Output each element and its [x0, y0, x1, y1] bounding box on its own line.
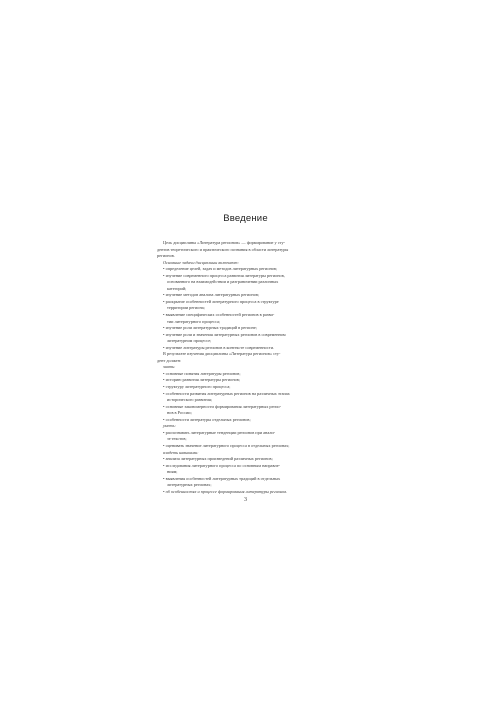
text-line: зе текстов; [167, 436, 187, 442]
text-line: • основные закономерности формирования литературных регио- [163, 403, 282, 409]
text-line: • раскрытие особенностей литературного процесса в структуре [163, 298, 279, 304]
text-line: • изучение роли и значения литературных регионов в современном [163, 331, 286, 337]
text-line: • анализа литературных произведений различных регионов; [163, 456, 273, 462]
text-line: регионов. [157, 253, 175, 259]
text-line: • выявления особенностей литературных традиций в отдельных [163, 475, 281, 481]
text-line: • распознавать литературные тенденции регионов при анали- [163, 429, 276, 435]
body-text [157, 240, 341, 495]
text-line: знать: [163, 364, 176, 370]
text-line: владеть навыками: [163, 449, 199, 455]
text-line: • изучение методов анализа литературных регионов; [163, 292, 260, 298]
text-line: Основные задачи дисциплины включают: [163, 259, 239, 265]
text-line: основанного на взаимодействии и разграничении различных [167, 279, 279, 285]
text-line: • изучение роли литературных традиций в регионе; [163, 325, 257, 331]
text-line: литературных регионах; [167, 482, 212, 488]
text-line: • основные понятия литературы регионов; [163, 370, 241, 376]
text-line: литературном процессе; [167, 338, 212, 344]
page-title: Введение [223, 213, 268, 224]
text-line: • об особенностях и процессе формирования литературы регионов. [163, 488, 288, 494]
text-line: • структуру литературного процесса; [163, 384, 231, 390]
text-line: тии литературного процесса; [167, 318, 221, 324]
text-line: исторического развития; [167, 397, 213, 403]
text-line: • особенности развития литературных регионов на различных этапах [163, 390, 290, 396]
text-line: • изучение современного процесса развития литературы регионов, [163, 272, 285, 278]
text-line: Цель дисциплины «Литература регионов» — формирование у сту- [163, 240, 286, 245]
text-line: • особенности литературы отдельных регионов; [163, 416, 251, 422]
text-line: территории региона; [167, 305, 205, 311]
text-line: ниям; [167, 469, 178, 475]
text-line: категорий; [167, 285, 187, 291]
text-line: • историю развития литературы регионов; [163, 377, 240, 383]
page-number: 3 [244, 497, 247, 503]
text-line: В результате изучения дисциплины «Литература регионов» сту- [163, 351, 281, 357]
text-line: • изучение литературы регионов в контексте современности. [163, 344, 275, 350]
text-line: дентов теоретического и практического познания в области литературы [157, 246, 289, 252]
text-line: • исследования литературного процесса по основным направле- [163, 462, 281, 468]
text-line: нов в России; [167, 410, 192, 416]
text-line: уметь: [163, 423, 176, 429]
text-line: • оценивать значение литературного процесса в отдельных регионах; [163, 442, 290, 448]
text-line: дент должен: [157, 357, 182, 363]
text-line: • определение целей, задач и методов литературных регионов; [163, 266, 278, 272]
text-line: • выявление специфических особенностей регионов в разви- [163, 312, 275, 318]
